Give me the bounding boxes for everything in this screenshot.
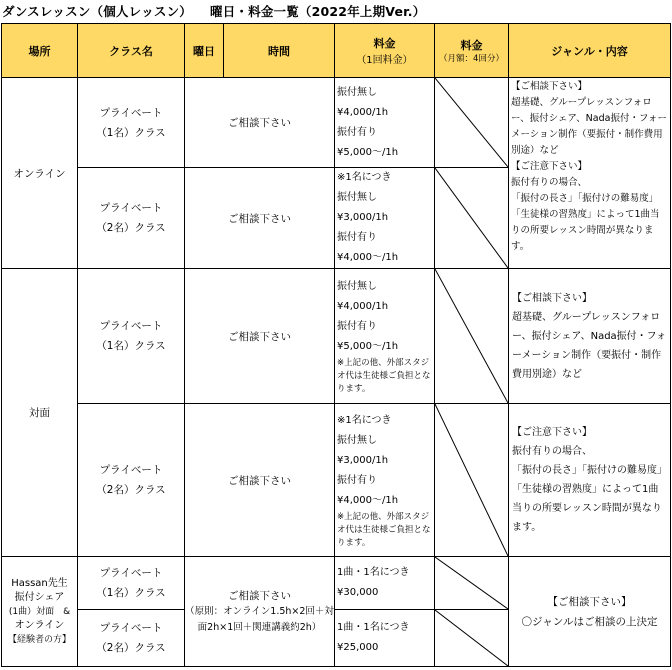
class-cell [78, 404, 185, 557]
genre-hassan [509, 557, 671, 667]
class-name-line: プライベート [99, 622, 163, 634]
fee-line: ¥5,000〜/1h [337, 146, 399, 158]
class-cell [78, 168, 185, 269]
header-time: 時間 [224, 24, 335, 78]
monthly-fee-empty [435, 557, 509, 610]
genre-online [509, 78, 671, 269]
class-name-line: （1名）クラス [96, 587, 166, 599]
fee-line: ¥4,000〜/1h [337, 252, 399, 263]
fee-line: 振付有り [337, 474, 377, 486]
monthly-fee-empty [435, 610, 509, 667]
fee-cell [335, 557, 435, 610]
fee-line: ¥5,000〜/1h [337, 340, 399, 352]
studio-note: ※上記の他、外部スタジオ代は生徒様ご負担となります。 [337, 511, 431, 548]
class-name-line: （1名）クラス [96, 340, 166, 352]
class-name-line: プライベート [99, 320, 163, 332]
consult-cell: ご相談下さい [185, 168, 335, 269]
class-cell [78, 78, 185, 168]
genre-line: 振付有りの場合、 [512, 446, 592, 457]
title-left: ダンスレッスン（個人レッスン） [2, 4, 193, 19]
fee-cell [335, 269, 435, 404]
header-class-name: クラス名 [78, 24, 185, 78]
place-line: (1曲）対面 & [8, 606, 71, 617]
consult-detail: （原則：オンライン1.5h×2回＋対面2h×1回＋関連講義約2h） [185, 605, 334, 633]
class-name-line: （2名）クラス [96, 642, 166, 654]
diagonal-slash [435, 557, 508, 609]
header-day: 曜日 [185, 24, 224, 78]
genre-line: 【ご注意下さい】 [512, 427, 592, 438]
fee-line: 振付無し [337, 434, 377, 446]
fee-cell [335, 168, 435, 269]
genre-line: 【ご相談下さい】 [547, 595, 632, 608]
fee-line: 振付無し [337, 192, 377, 203]
fee-line: ¥3,000/1h [337, 454, 389, 466]
fee-line: 1曲・1名につき [337, 622, 410, 633]
header-fee [335, 24, 435, 78]
genre-line: 超基礎、グループレッスンフォロー、振付シェア、Nada振付・フォーメーション制作（要振付・制作費用別途）など [511, 97, 667, 156]
class-name-line: プライベート [99, 567, 163, 579]
fee-line: 振付有り [337, 320, 377, 332]
table-row [2, 557, 671, 610]
place-hassan [2, 557, 78, 667]
class-cell [78, 610, 185, 667]
consult-cell-hassan [185, 557, 335, 667]
table-row [2, 404, 671, 557]
diagonal-slash [435, 78, 508, 167]
header-fee-sub: （1回料金） [356, 55, 413, 66]
page-title [2, 2, 425, 22]
fee-line: ※1名につき [337, 172, 392, 183]
monthly-fee-empty [435, 78, 509, 168]
header-genre: ジャンル・内容 [509, 24, 671, 78]
header-monthly [435, 24, 509, 78]
class-name-line: （2名）クラス [96, 484, 166, 496]
fee-line: 振付有り [337, 126, 377, 138]
header-fee-main: 料金 [373, 37, 396, 50]
fee-line: ¥4,000/1h [337, 106, 389, 118]
class-name-line: プライベート [99, 464, 163, 476]
class-cell [78, 557, 185, 610]
genre-line: 超基礎、グループレッスンフォロー、振付シェア、Nada振付・フォーメーション制作（要振付・制作費用別途）など [512, 311, 667, 380]
diagonal-slash [435, 404, 508, 556]
diagonal-slash [435, 610, 508, 666]
class-name-line: プライベート [99, 106, 163, 119]
consult-line: ご相談下さい [228, 589, 291, 602]
title-right: 曜日・料金一覧（2022年上期Ver.） [210, 4, 426, 19]
table-row [2, 269, 671, 404]
class-cell [78, 269, 185, 404]
fee-line: ¥3,000/1h [337, 212, 389, 223]
place-online: オンライン [2, 78, 78, 269]
genre-line: 「振付の長さ」「振付けの難易度」「生徒様の習熟度」によって1曲当りの所要レッスン時間が異なります。 [511, 193, 660, 252]
header-row [2, 24, 671, 78]
genre-taimen-top [509, 269, 671, 404]
fee-line: 振付無し [337, 86, 377, 98]
genre-line: 【ご注意下さい】 [511, 161, 588, 172]
class-name-line: （1名）クラス [96, 126, 166, 139]
place-taimen: 対面 [2, 269, 78, 557]
genre-line: 「振付の長さ」「振付けの難易度」「生徒様の習熟度」によって1曲当りの所要レッスン時間が異なります。 [512, 465, 667, 533]
diagonal-slash [435, 168, 508, 268]
consult-cell: ご相談下さい [185, 269, 335, 404]
fee-cell [335, 78, 435, 168]
header-place: 場所 [2, 24, 78, 78]
consult-cell: ご相談下さい [185, 404, 335, 557]
place-line: 振付シェア [14, 591, 65, 603]
place-line: オンライン [14, 619, 65, 631]
header-monthly-main: 料金 [460, 38, 483, 52]
consult-cell: ご相談下さい [185, 78, 335, 168]
fee-cell [335, 404, 435, 557]
place-line: Hassan先生 [11, 577, 68, 589]
class-name-line: プライベート [99, 202, 163, 214]
fee-line: ¥30,000 [337, 587, 379, 598]
fee-line: 振付有り [337, 232, 377, 243]
genre-line: 振付有りの場合、 [511, 177, 588, 188]
monthly-fee-empty [435, 168, 509, 269]
table-row [2, 78, 671, 168]
genre-taimen-bottom [509, 404, 671, 557]
lesson-table [1, 23, 671, 667]
genre-line: 【ご相談下さい】 [511, 81, 588, 92]
monthly-fee-empty [435, 269, 509, 404]
place-line: 【経験者の方】 [7, 634, 71, 645]
fee-cell [335, 610, 435, 667]
fee-line: ¥25,000 [337, 642, 379, 653]
fee-line: 振付無し [337, 280, 377, 292]
genre-line: 【ご相談下さい】 [512, 292, 592, 304]
monthly-fee-empty [435, 404, 509, 557]
fee-line: 1曲・1名につき [337, 567, 410, 578]
diagonal-slash [435, 269, 508, 403]
fee-line: ¥4,000〜/1h [337, 494, 399, 506]
class-name-line: （2名）クラス [96, 222, 166, 234]
fee-line: ¥4,000/1h [337, 300, 389, 312]
studio-note: ※上記の他、外部スタジオ代は生徒様ご負担となります。 [337, 357, 431, 394]
header-monthly-sub: （月額：4回分） [439, 53, 504, 64]
fee-line: ※1名につき [337, 414, 392, 426]
genre-line: 〇ジャンルはご相談の上決定 [521, 615, 658, 628]
